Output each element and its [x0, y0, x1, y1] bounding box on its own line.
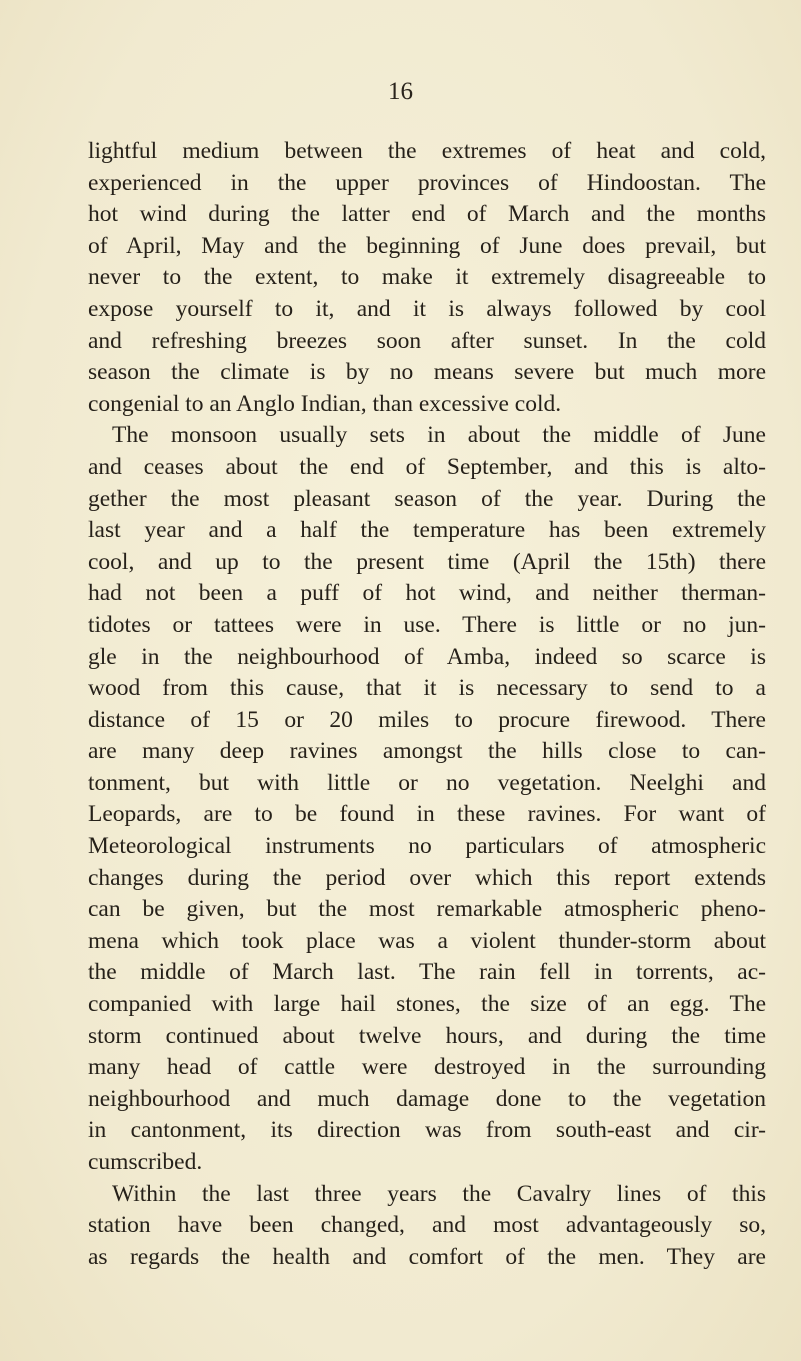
text-line: expose yourself to it, and it is always followed by cool	[88, 295, 766, 322]
text-line: lightful medium between the extremes of heat and cold,	[88, 138, 766, 164]
text-line: and ceases about the end of September, and this is alto-	[88, 453, 766, 480]
text-line: gether the most pleasant season of the year. During the	[88, 485, 766, 512]
text-line: storm continued about twelve hours, and during the time	[88, 1022, 766, 1049]
text-line: as regards the health and comfort of the men. They are	[88, 1243, 766, 1270]
text-line: many head of cattle were destroyed in the surrounding	[88, 1054, 766, 1081]
text-line: in cantonment, its direction was from south-east and cir-	[88, 1117, 766, 1144]
body-text	[88, 136, 766, 1273]
text-line: Leopards, are to be found in these ravines. For want of	[88, 801, 766, 828]
text-line: last year and a half the temperature has been extremely	[88, 517, 766, 544]
text-line: gle in the neighbourhood of Amba, indeed so scarce is	[88, 643, 766, 670]
text-line: congenial to an Anglo Indian, than excessive cold.	[88, 390, 562, 417]
text-line: changes during the period over which this report extends	[88, 864, 766, 891]
text-line: cumscribed.	[88, 1149, 203, 1175]
text-line: the middle of March last. The rain fell in torrents, ac-	[88, 959, 766, 986]
text-line: Meteorological instruments no particulars of atmospheric	[88, 833, 766, 860]
text-line: tidotes or tattees were in use. There is little or no jun-	[88, 611, 766, 638]
text-line: mena which took place was a violent thunder-storm about	[88, 927, 766, 954]
text-line: tonment, but with little or no vegetation. Neelghi and	[88, 769, 766, 796]
text-line: neighbourhood and much damage done to the vegetation	[88, 1085, 766, 1112]
text-line: experienced in the upper provinces of Hindoostan. The	[88, 169, 766, 196]
text-line: Within the last three years the Cavalry lines of this	[112, 1180, 766, 1207]
text-line: season the climate is by no means severe but much more	[88, 359, 766, 386]
text-line: hot wind during the latter end of March and the months	[88, 201, 766, 228]
text-line: and refreshing breezes soon after sunset. In the cold	[88, 327, 766, 354]
text-line: The monsoon usually sets in about the middle of June	[112, 422, 766, 449]
text-line: never to the extent, to make it extremely disagreeable to	[88, 264, 766, 291]
text-line: distance of 15 or 20 miles to procure firewood. There	[88, 706, 766, 733]
text-line: cool, and up to the present time (April the 15th) there	[88, 548, 766, 575]
page-number: 16	[388, 78, 413, 105]
text-line: can be given, but the most remarkable atmospheric pheno-	[88, 896, 766, 923]
text-line: of April, May and the beginning of June does prevail, but	[88, 232, 766, 259]
text-line: are many deep ravines amongst the hills close to can-	[88, 738, 766, 765]
text-line: had not been a puff of hot wind, and neither therman-	[88, 580, 766, 607]
text-line: companied with large hail stones, the size of an egg. The	[88, 991, 766, 1018]
text-line: wood from this cause, that it is necessary to send to a	[88, 675, 766, 702]
text-line: station have been changed, and most advantageously so,	[88, 1212, 766, 1239]
